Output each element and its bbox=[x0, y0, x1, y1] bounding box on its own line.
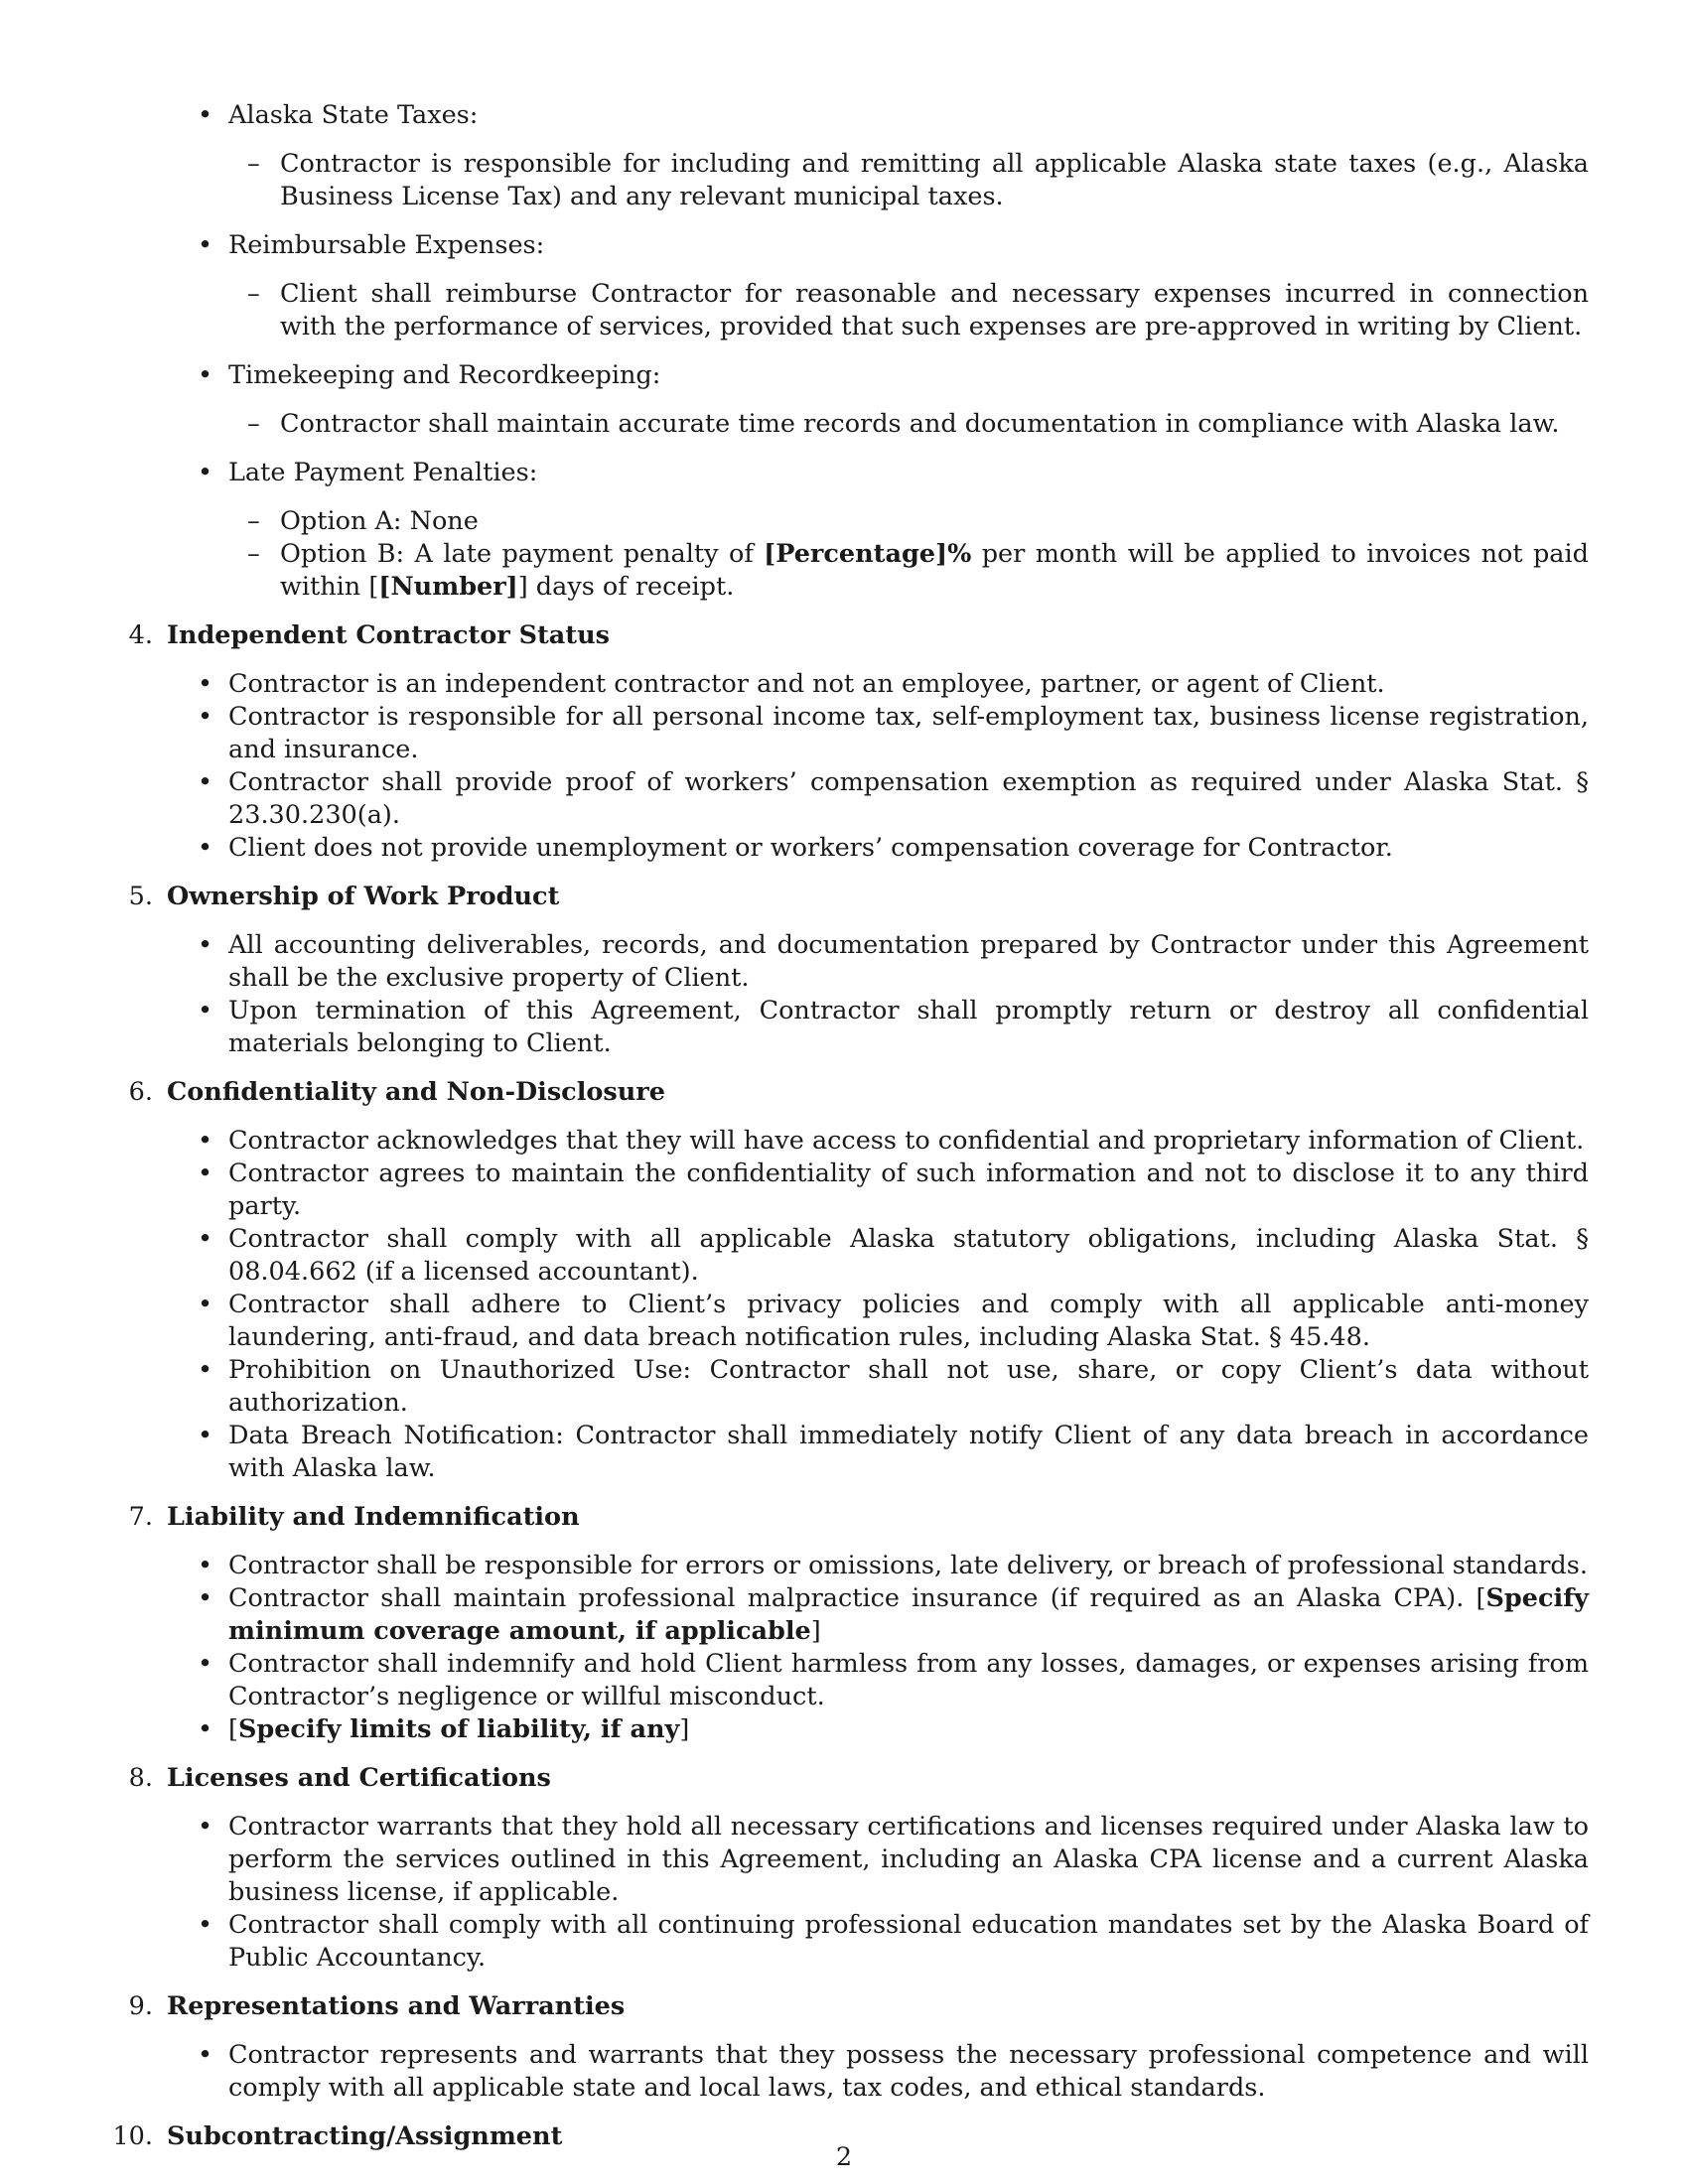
bullet-icon: • bbox=[198, 1812, 213, 1842]
bullet-icon: • bbox=[198, 1126, 213, 1156]
list-item: • [Specify limits of liability, if any] bbox=[198, 1714, 690, 1744]
page-number: 2 bbox=[835, 2142, 853, 2172]
list-item: • Contractor acknowledges that they will have access to confidential and proprietary information of Client. bbox=[198, 1126, 1585, 1156]
section-title: Ownership of Work Product bbox=[167, 882, 560, 911]
sub-list-item: – Contractor is responsible for including and remitting all applicable Alaska state taxes (e.g., Alaska Business License Tax) and any relevant municipal taxes. bbox=[247, 149, 1589, 211]
sub-list-item: – Option B: A late payment penalty of [Percentage]% per month will be applied to invoices not paid within [[Number]] days of receipt. bbox=[247, 539, 1589, 602]
list-item: • Timekeeping and Recordkeeping: bbox=[198, 360, 661, 390]
list-item: • All accounting deliverables, records, and documentation prepared by Contractor under this Agreement shall be the exclusive property of Client. bbox=[198, 930, 1589, 993]
bullet-icon: • bbox=[198, 1159, 213, 1188]
section-8: 8. Licenses and Certifications • Contractor warrants that they hold all necessary certifications and licenses required under Alaska law to perform the services outlined in this Agreement, including an Alaska CPA license and a current Alaska business license, if applicable. • Contractor shall comply with all continuing professional education mandates set by the Alaska Board of Public Accountancy. bbox=[128, 1763, 1589, 1973]
document-body bbox=[112, 99, 1589, 2153]
sub-list bbox=[167, 505, 1589, 604]
list-item: • Contractor shall indemnify and hold Client harmless from any losses, damages, or expenses arising from Contractor’s negligence or willful misconduct. bbox=[198, 1649, 1589, 1711]
payment-terms-continued bbox=[167, 99, 1589, 604]
bullet-icon: • bbox=[198, 1910, 213, 1940]
list-item: • Prohibition on Unauthorized Use: Contractor shall not use, share, or copy Client’s data without authorization. bbox=[198, 1355, 1589, 1418]
bullet-icon: • bbox=[198, 1551, 213, 1580]
bullet-icon: • bbox=[198, 230, 213, 260]
section-title: Confidentiality and Non-Disclosure bbox=[167, 1077, 665, 1107]
bullet-icon: • bbox=[198, 458, 213, 487]
list-item: • Late Payment Penalties: bbox=[198, 458, 538, 487]
bullet-icon: • bbox=[198, 1421, 213, 1450]
dash-icon: – bbox=[247, 279, 260, 309]
bullet-icon: • bbox=[198, 2040, 213, 2070]
sub-list bbox=[167, 408, 1589, 441]
section-title: Licenses and Certifications bbox=[167, 1763, 551, 1793]
section-9: 9. Representations and Warranties • Contractor represents and warrants that they possess the necessary professional competence and will comply with all applicable state and local laws, tax codes, and ethical standards. bbox=[128, 1991, 1589, 2103]
list-item: • Contractor shall comply with all continuing professional education mandates set by the Alaska Board of Public Accountancy. bbox=[198, 1910, 1589, 1973]
section-5: 5. Ownership of Work Product • All accounting deliverables, records, and documentation prepared by Contractor under this Agreement shall be the exclusive property of Client. • Upon termination of this Agreement, Contractor shall promptly return or destroy all confidential materials belonging to Client. bbox=[128, 882, 1589, 1058]
bullet-icon: • bbox=[198, 1224, 213, 1254]
list-item: • Data Breach Notification: Contractor shall immediately notify Client of any data breach in accordance with Alaska law. bbox=[198, 1421, 1589, 1483]
bullet-icon: • bbox=[198, 100, 213, 130]
bullet-icon: • bbox=[198, 930, 213, 960]
sub-list-item: – Contractor shall maintain accurate time records and documentation in compliance with Alaska law. bbox=[247, 409, 1560, 439]
bullet-icon: • bbox=[198, 360, 213, 390]
section-10: 10. Subcontracting/Assignment bbox=[112, 2121, 563, 2151]
list-item: • Contractor represents and warrants that they possess the necessary professional competence and will comply with all applicable state and local laws, tax codes, and ethical standards. bbox=[198, 2040, 1589, 2103]
list-item: • Client does not provide unemployment or workers’ compensation coverage for Contractor. bbox=[198, 833, 1393, 863]
sub-list bbox=[167, 278, 1589, 343]
list-item: • Contractor shall adhere to Client’s privacy policies and comply with all applicable anti-money laundering, anti-fraud, and data breach notification rules, including Alaska Stat. § 45.48. bbox=[198, 1290, 1589, 1352]
section-title: Liability and Indemnification bbox=[167, 1502, 580, 1532]
bullet-icon: • bbox=[198, 1355, 213, 1385]
bullet-icon: • bbox=[198, 996, 213, 1025]
section-title: Subcontracting/Assignment bbox=[167, 2121, 563, 2151]
bullet-icon: • bbox=[198, 833, 213, 863]
bullet-icon: • bbox=[198, 669, 213, 699]
list-item: • Contractor is an independent contractor and not an employee, partner, or agent of Client. bbox=[198, 669, 1385, 699]
bullet-icon: • bbox=[198, 1649, 213, 1679]
list-item: • Contractor agrees to maintain the confidentiality of such information and not to disclose it to any third party. bbox=[198, 1159, 1589, 1221]
sub-list-item: – Option A: None bbox=[247, 506, 479, 536]
sub-list-item: – Client shall reimburse Contractor for reasonable and necessary expenses incurred in connection with the performance of services, provided that such expenses are pre-approved in writing by Client. bbox=[247, 279, 1589, 341]
dash-icon: – bbox=[247, 506, 260, 536]
list-item: • Contractor shall be responsible for errors or omissions, late delivery, or breach of professional standards. bbox=[198, 1551, 1588, 1580]
dash-icon: – bbox=[247, 539, 260, 569]
dash-icon: – bbox=[247, 409, 260, 439]
section-7: 7. Liability and Indemnification • Contractor shall be responsible for errors or omissions, late delivery, or breach of professional standards. • Contractor shall maintain professional malpractice insurance (if required as an Alaska CPA). [Specify minimum coverage amount, if applicable] • Contractor shall indemnify and hold Client harmless from any losses, damages, or expenses arising from Contractor’s negligence or willful misconduct. • [Specify limits of liability, if any] bbox=[128, 1502, 1589, 1744]
section-title: Independent Contractor Status bbox=[167, 620, 610, 650]
list-item: • Upon termination of this Agreement, Contractor shall promptly return or destroy all confidential materials belonging to Client. bbox=[198, 996, 1589, 1058]
dash-icon: – bbox=[247, 149, 260, 179]
list-item: • Contractor shall comply with all applicable Alaska statutory obligations, including Alaska Stat. § 08.04.662 (if a licensed accountant). bbox=[198, 1224, 1589, 1287]
list-item: • Reimbursable Expenses: bbox=[198, 230, 545, 260]
list-item: • Contractor warrants that they hold all necessary certifications and licenses required under Alaska law to perform the services outlined in this Agreement, including an Alaska CPA license and a current Alaska business license, if applicable. bbox=[198, 1812, 1589, 1907]
list-item: • Contractor is responsible for all personal income tax, self-employment tax, business license registration, and insurance. bbox=[198, 702, 1589, 764]
section-4: 4. Independent Contractor Status • Contractor is an independent contractor and not an employee, partner, or agent of Client. • Contractor is responsible for all personal income tax, self-employment tax, business license registration, and insurance. • Contractor shall provide proof of workers’ compensation exemption as required under Alaska Stat. § 23.30.230(a). • Client does not provide unemployment or workers’ compensation coverage for Contractor. bbox=[128, 620, 1589, 863]
bullet-icon: • bbox=[198, 1583, 213, 1613]
bullet-icon: • bbox=[198, 702, 213, 732]
list-item: • Contractor shall maintain professional malpractice insurance (if required as an Alaska CPA). [Specify minimum coverage amount, if applicable] bbox=[198, 1583, 1589, 1646]
list-item: • Alaska State Taxes: bbox=[198, 100, 479, 130]
list-item: • Contractor shall provide proof of workers’ compensation exemption as required under Alaska Stat. § 23.30.230(a). bbox=[198, 767, 1589, 830]
sub-list bbox=[167, 148, 1589, 213]
bullet-icon: • bbox=[198, 1714, 213, 1744]
section-title: Representations and Warranties bbox=[167, 1991, 626, 2021]
bullet-icon: • bbox=[198, 1290, 213, 1319]
bullet-icon: • bbox=[198, 767, 213, 797]
section-6: 6. Confidentiality and Non-Disclosure • Contractor acknowledges that they will have access to confidential and proprietary information of Client. • Contractor agrees to maintain the confidentiality of such information and not to disclose it to any third party. • Contractor shall comply with all applicable Alaska statutory obligations, including Alaska Stat. § 08.04.662 (if a licensed accountant). • Contractor shall adhere to Client’s privacy policies and comply with all applicable anti-money laundering, anti-fraud, and data breach notification rules, including Alaska Stat. § 45.48. • Prohibition on Unauthorized Use: Contractor shall not use, share, or copy Client’s data without authorization. • Data Breach Notification: Contractor shall immediately notify Client of any data breach in accordance with Alaska law. bbox=[128, 1077, 1589, 1483]
